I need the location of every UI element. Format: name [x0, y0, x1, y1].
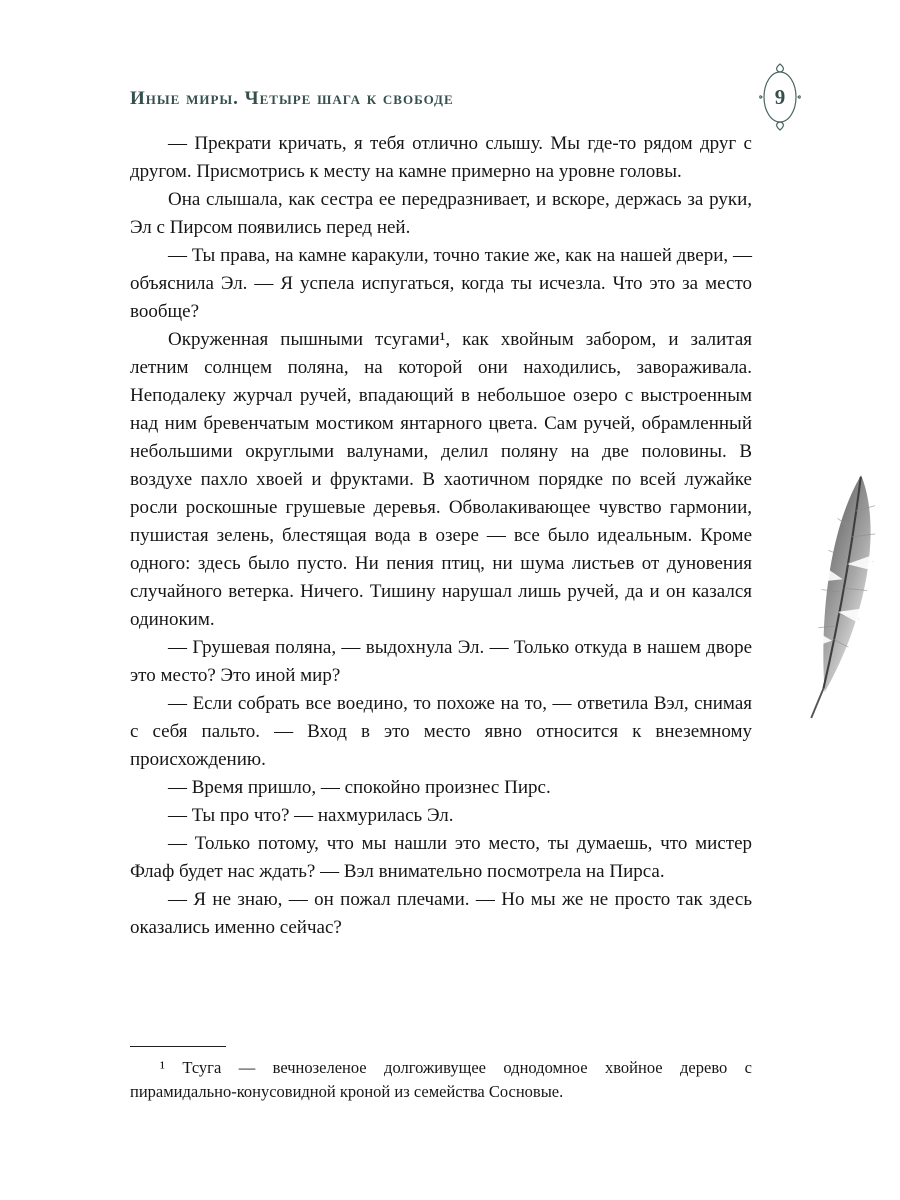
footnote: ¹ Тсуга — вечнозеленое долгоживущее однодомное хвойное дерево с пирамидально-конусовидной кроной из семейства Сосновые.	[130, 1058, 752, 1101]
paragraph: — Только потому, что мы нашли это место, ты думаешь, что мистер Флаф будет нас ждать? — Вэл внимательно посмотрела на Пирса.	[130, 833, 752, 882]
feather-icon	[786, 458, 890, 734]
body-text	[130, 130, 752, 942]
paragraph: — Ты про что? — нахмурилась Эл.	[168, 805, 454, 826]
page-number: 9	[774, 84, 786, 109]
paragraph: — Грушевая поляна, — выдохнула Эл. — Только откуда в нашем дворе это место? Это иной мир?	[130, 637, 752, 686]
running-header: Иные миры. Четыре шага к свободе	[130, 88, 454, 109]
paragraph: — Время пришло, — спокойно произнес Пирс.	[168, 777, 551, 798]
paragraph: Окруженная пышными тсугами¹, как хвойным забором, и залитая летним солнцем поляна, на которой они находились, завораживала. Неподалеку журчал ручей, впадающий в небольшое озеро с выстроенным над ним бревенчатым мостиком янтарного цвета. Сам ручей, обрамленный небольшими округлыми валунами, делил поляну на две половины. В воздухе пахло хвоей и фруктами. В хаотичном порядке по всей лужайке росли роскошные грушевые деревья. Обволакивающее чувство гармонии, пушистая зелень, блестящая вода в озере — все было идеальным. Кроме одного: здесь было пусто. Ни пения птиц, ни шума листьев от дуновения случайного ветерка. Ничего. Тишину нарушал лишь ручей, да и он казался одиноким.	[130, 329, 752, 630]
paragraph: — Ты права, на камне каракули, точно такие же, как на нашей двери, — объяснила Эл. — Я успела испугаться, когда ты исчезла. Что это за место вообще?	[130, 245, 752, 322]
paragraph: — Я не знаю, — он пожал плечами. — Но мы же не просто так здесь оказались именно сейчас?	[130, 889, 752, 938]
paragraph: — Если собрать все воедино, то похоже на то, — ответила Вэл, снимая с себя пальто. — Вход в это место явно относится к внеземному происхождению.	[130, 693, 752, 770]
paragraph: — Прекрати кричать, я тебя отлично слышу. Мы где-то рядом друг с другом. Присмотрись к месту на камне примерно на уровне головы.	[130, 133, 752, 182]
footnote-block	[130, 1046, 752, 1104]
paragraph: Она слышала, как сестра ее передразнивает, и вскоре, держась за руки, Эл с Пирсом появились перед ней.	[130, 189, 752, 238]
page-number-ornament	[756, 60, 804, 134]
footnote-rule	[130, 1046, 226, 1047]
